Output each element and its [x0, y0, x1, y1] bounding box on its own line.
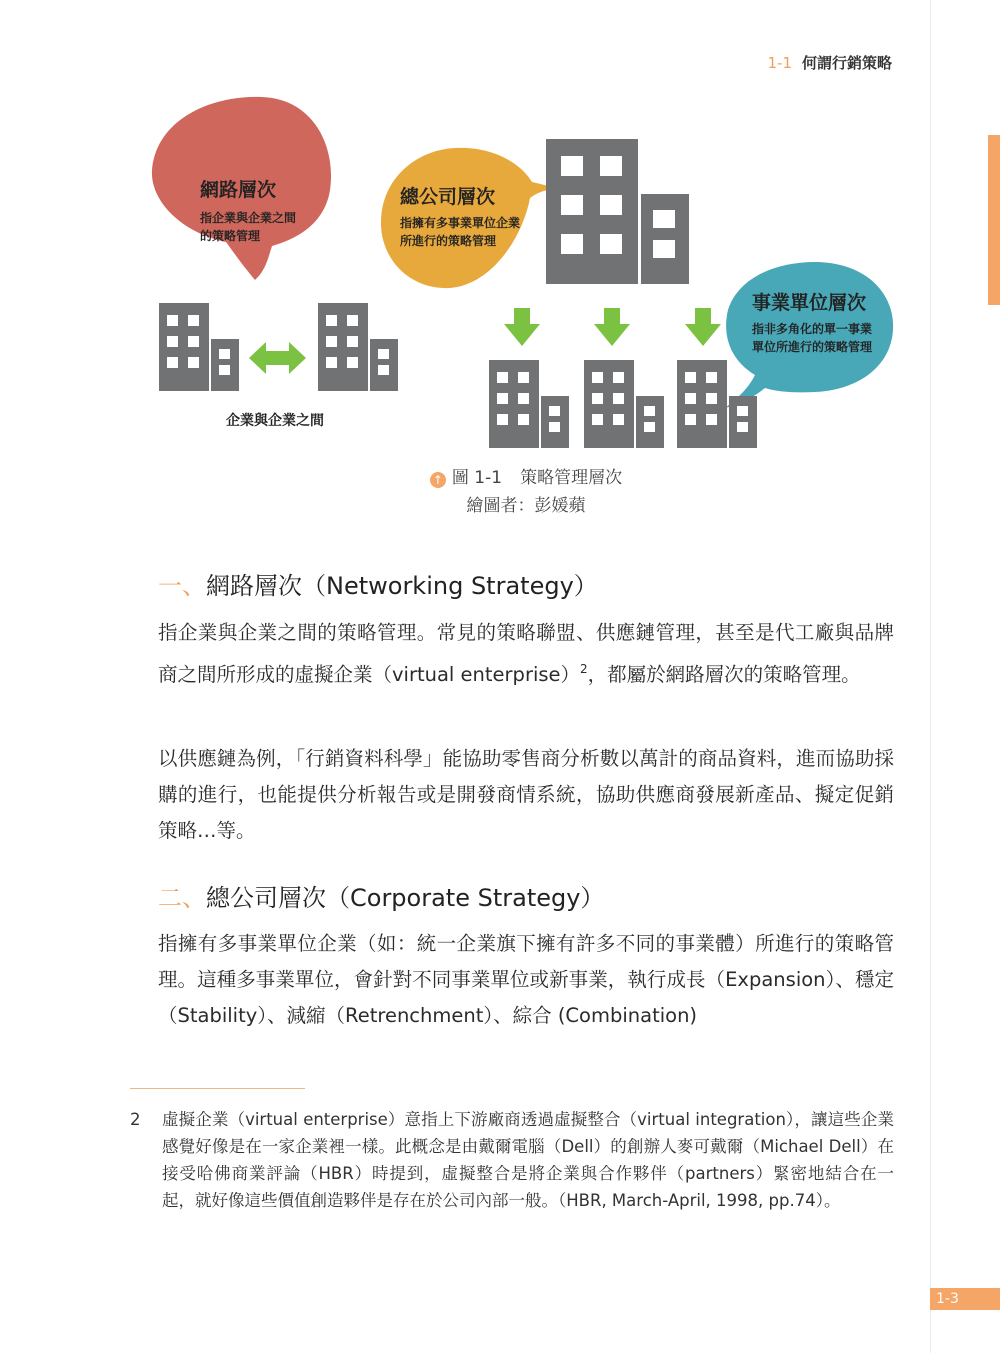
section-2-heading	[158, 878, 604, 913]
header-title: 何謂行銷策略	[801, 54, 892, 72]
bidirectional-arrow	[249, 342, 306, 374]
page-number: 1-3	[930, 1288, 1000, 1310]
section-1-paragraph-2: 以供應鏈為例，「行銷資料科學」能協助零售商分析數以萬計的商品資料，進而協助採購的進行，也能提供分析報告或是開發商情系統，協助供應商發展新產品、擬定促銷策略…等。	[158, 747, 894, 842]
network-building-right	[318, 303, 398, 391]
business-bubble-desc-1: 指非多角化的單一事業	[752, 322, 873, 336]
headquarters-building	[546, 139, 689, 284]
footnote-text: 虛擬企業（virtual enterprise）意指上下游廠商透過虛擬整合（virtual integration），讓這些企業感覺好像是在一家企業裡一樣。此概念是由戴爾電腦（Dell）的創辦人麥可戴爾（Michael Dell）在接受哈佛商業評論（HBR）時提到，虛擬整合是將企業與合作夥伴（partners）緊密地結合在一起，就好像這些價值創造夥伴是存在於公司內部一般。（HBR, March-April, 1998, pp.74）。	[162, 1110, 894, 1210]
section-2-title: 總公司層次（Corporate Strategy）	[206, 884, 605, 912]
figure-caption	[0, 464, 1000, 520]
business-bubble-title: 事業單位層次	[752, 292, 867, 314]
network-building-left	[159, 303, 239, 391]
business-unit-level-bubble	[725, 262, 893, 408]
down-arrow-1	[504, 308, 540, 346]
section-2-paragraph-1: 指擁有多事業單位企業（如：統一企業旗下擁有許多不同的事業體）所進行的策略管理。這種多事業單位，會針對不同事業單位或新事業，執行成長（Expansion）、穩定（Stability）、減縮（Retrenchment）、綜合 (Combination)	[158, 932, 894, 1027]
footnote-number: 2	[130, 1110, 141, 1129]
figure-label: 圖 1-1	[451, 468, 503, 488]
network-label: 企業與企業之間	[226, 413, 324, 429]
section-1-p1-text-end: ，都屬於網路層次的策略管理。	[587, 663, 861, 686]
section-1-index: 一、	[158, 572, 206, 600]
corporate-bubble-desc-2: 所進行的策略管理	[400, 234, 497, 248]
corporate-bubble-title: 總公司層次	[400, 186, 496, 208]
unit-building-1	[489, 360, 569, 448]
network-bubble-title: 網路層次	[200, 179, 277, 201]
figure-title: 策略管理層次	[520, 468, 623, 488]
figure-arrow-icon: ↑	[430, 472, 446, 488]
unit-building-2	[584, 360, 664, 448]
corporate-level-bubble	[381, 148, 562, 288]
section-1-title: 網路層次（Networking Strategy）	[206, 572, 598, 600]
down-arrow-3	[685, 308, 721, 346]
corporate-bubble-desc-1: 指擁有多事業單位企業	[400, 216, 521, 230]
section-1-heading	[158, 566, 598, 601]
footnote	[130, 1106, 894, 1214]
strategy-levels-diagram	[0, 0, 1000, 460]
section-2-index: 二、	[158, 884, 206, 912]
section-1-paragraph-1	[158, 615, 894, 693]
network-level-bubble	[152, 97, 331, 280]
unit-building-3	[677, 360, 757, 448]
footnote-rule	[130, 1088, 305, 1089]
figure-credit: 繪圖者：彭媛蘋	[466, 496, 586, 516]
header-section-number: 1-1	[767, 54, 792, 72]
footnote-ref[interactable]: 2	[580, 662, 588, 676]
business-bubble-desc-2: 單位所進行的策略管理	[752, 340, 873, 354]
down-arrow-2	[594, 308, 630, 346]
network-bubble-desc-2: 的策略管理	[200, 229, 261, 243]
section-1-p1-text: 指企業與企業之間的策略管理。常見的策略聯盟、供應鏈管理，甚至是代工廠與品牌商之間所形成的虛擬企業（virtual enterprise）	[158, 621, 894, 686]
network-bubble-desc-1: 指企業與企業之間	[200, 211, 297, 225]
